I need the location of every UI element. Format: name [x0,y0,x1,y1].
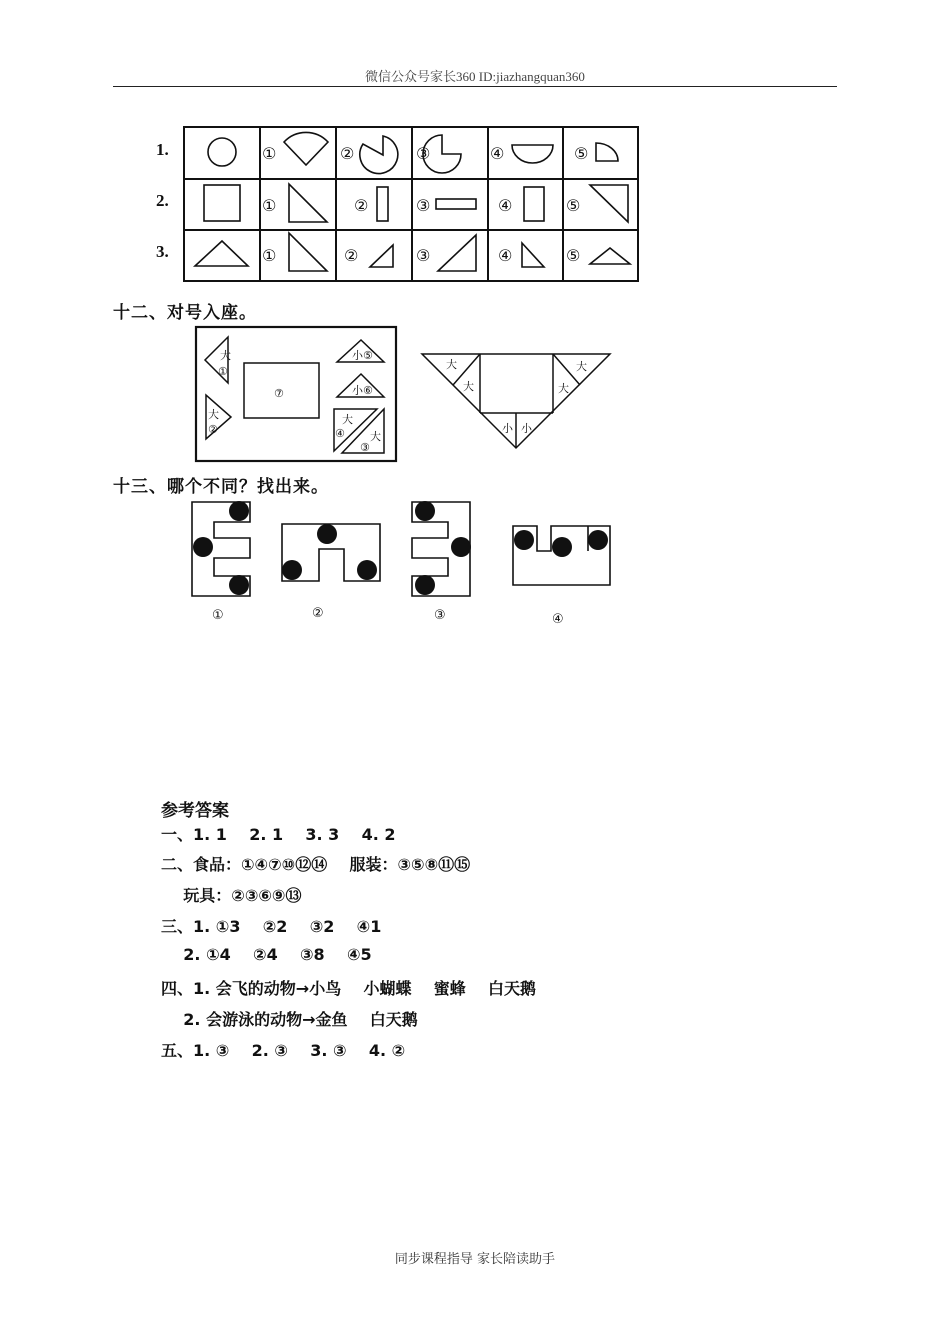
option-label: ① [262,196,277,215]
piece-3-size: 大 [370,430,381,443]
right-triangle-shape-1 [289,184,327,222]
label-big-b: 大 [463,380,474,393]
label-big-d: 大 [558,382,569,395]
option-label: ③ [416,196,431,215]
triangle-shape [195,241,248,266]
row-number-2: 2. [156,191,169,210]
circle-shape [208,138,236,166]
option-label: ⑤ [574,144,589,163]
right-triangle-shape-3 [289,233,327,271]
piece-7-num: ⑦ [274,387,284,400]
option-label: ② [344,246,359,265]
right-triangle-shape-4 [522,243,544,267]
option-label: ① [262,246,277,265]
flat-triangle-shape [590,248,630,264]
tall-rect-shape [377,187,388,221]
figure-label-3: ③ [434,608,446,623]
page-footer: 同步课程指导 家长陪读助手 [394,1252,556,1267]
option-label: ⑤ [566,246,581,265]
label-big-c: 大 [576,360,587,373]
option-label: ① [262,144,277,163]
option-label: ④ [490,144,505,163]
piece-5-size: 小 [352,349,363,362]
option-label: ② [340,144,355,163]
piece-5-num: ⑤ [363,349,373,362]
label-small-a: 小 [502,422,513,435]
answer-line-6: 四、1. 会飞的动物→小鸟 小蝴蝶 蜜蜂 白天鹅 [161,979,537,998]
answer-line-1: 一、1. 1 2. 1 3. 3 4. 2 [161,825,396,844]
sector-shape-2 [360,136,398,174]
option-label: ② [354,196,369,215]
piece-1-num: ① [218,365,228,378]
page-header: 微信公众号家长360 ID:jiazhangquan360 [365,69,585,84]
piece-3-num: ③ [360,441,370,454]
label-small-b: 小 [521,422,532,435]
quarter-shape [596,143,618,161]
piece-2-size: 大 [208,408,219,421]
piece-6-size: 小 [352,384,363,397]
piece-4-num: ④ [335,427,345,440]
piece-6-num: ⑥ [363,384,373,397]
answer-line-2: 二、食品：①④⑦⑩⑫⑭ 服装：③⑤⑧⑪⑮ [161,855,471,874]
odd-one-out-figures [186,496,626,631]
section-12-title: 十二、对号入座。 [113,303,257,323]
answers-title: 参考答案 [161,801,229,821]
row-number-3: 3. [156,242,169,261]
option-label: ③ [416,144,431,163]
label-big-a: 大 [446,358,457,371]
option-label: ④ [498,246,513,265]
row-number-1: 1. [156,140,169,159]
big-triangle-shape [438,235,476,271]
piece-4-size: 大 [342,413,353,426]
tangram-pieces [194,325,400,465]
figure-label-4: ④ [552,612,564,627]
shape-table [180,125,642,285]
small-triangle-shape [370,245,393,267]
answer-line-8: 五、1. ③ 2. ③ 3. ③ 4. ② [161,1041,406,1060]
answer-line-7: 2. 会游泳的动物→金鱼 白天鹅 [161,1010,418,1029]
figure-label-1: ① [212,608,224,623]
semicircle-shape [512,145,553,163]
rect-shape [524,187,544,221]
option-label: ③ [416,246,431,265]
answer-line-3: 玩具：②③⑥⑨⑬ [161,886,302,905]
option-label: ⑤ [566,196,581,215]
answer-line-4: 三、1. ①3 ②2 ③2 ④1 [161,917,382,936]
figure-label-2: ② [312,606,324,621]
section-13-title: 十三、哪个不同？找出来。 [113,477,329,497]
right-triangle-shape-2 [590,185,628,222]
sector-shape-1 [284,132,328,165]
piece-1-size: 大 [220,349,231,362]
answer-line-5: 2. ①4 ②4 ③8 ④5 [161,945,372,964]
option-label: ④ [498,196,513,215]
piece-2-num: ② [208,423,218,436]
tangram-assembled [418,350,618,460]
square-shape [204,185,240,221]
wide-rect-shape [436,199,476,209]
header-rule [113,86,837,87]
